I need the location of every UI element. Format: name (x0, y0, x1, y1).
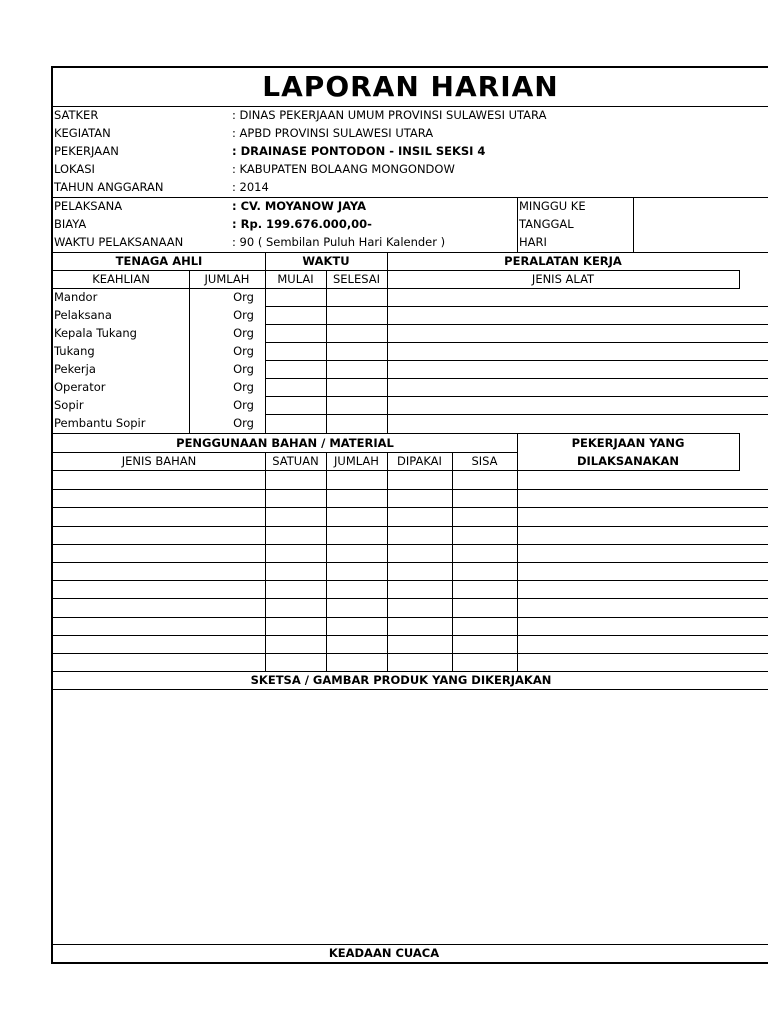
info-label-kegiatan: KEGIATAN (54, 126, 111, 140)
mulai-header: MULAI (277, 272, 314, 286)
labor-unit: Org (233, 362, 254, 376)
labor-role: Tukang (54, 344, 95, 358)
labor-unit: Org (233, 398, 254, 412)
peralatan-kerja-header: PERALATAN KERJA (504, 254, 622, 268)
contract-label-biaya: BIAYA (54, 217, 87, 231)
info-value-tahun: : 2014 (232, 180, 269, 194)
jenis-bahan-header: JENIS BAHAN (121, 454, 197, 468)
info-value-kegiatan: : APBD PROVINSI SULAWESI UTARA (232, 126, 434, 140)
labor-role: Pelaksana (54, 308, 112, 322)
contract-label-waktu: WAKTU PELAKSANAAN (54, 235, 184, 249)
labor-role: Kepala Tukang (54, 326, 137, 340)
labor-unit: Org (233, 326, 254, 340)
tanggal-label: TANGGAL (519, 217, 574, 231)
info-label-lokasi: LOKASI (54, 162, 95, 176)
sketsa-header: SKETSA / GAMBAR PRODUK YANG DIKERJAKAN (250, 673, 552, 687)
selesai-header: SELESAI (332, 272, 380, 286)
material-jumlah-header: JUMLAH (334, 454, 379, 468)
labor-role: Mandor (54, 290, 98, 304)
labor-unit: Org (233, 344, 254, 358)
keadaan-cuaca-header: KEADAAN CUACA (328, 946, 440, 960)
labor-unit: Org (233, 308, 254, 322)
tenaga-ahli-header: TENAGA AHLI (115, 254, 203, 268)
jumlah-header: JUMLAH (204, 272, 250, 286)
info-label-pekerjaan: PEKERJAAN (54, 144, 119, 158)
labor-unit: Org (233, 290, 254, 304)
labor-role: Sopir (54, 398, 84, 412)
hari-label: HARI (519, 235, 547, 249)
jenis-alat-header: JENIS ALAT (531, 272, 595, 286)
contract-value-biaya: : Rp. 199.676.000,00- (232, 217, 372, 231)
labor-role: Operator (54, 380, 106, 394)
contract-value-pelaksana: : CV. MOYANOW JAYA (232, 199, 367, 213)
dipakai-header: DIPAKAI (397, 454, 442, 468)
info-value-satker: : DINAS PEKERJAAN UMUM PROVINSI SULAWESI UTARA (232, 108, 547, 122)
labor-unit: Org (233, 380, 254, 394)
keahlian-header: KEAHLIAN (92, 272, 150, 286)
minggu-ke-label: MINGGU KE (519, 199, 586, 213)
pekerjaan-header-line2: DILAKSANAKAN (576, 454, 680, 468)
info-value-pekerjaan: : DRAINASE PONTODON - INSIL SEKSI 4 (232, 144, 486, 158)
info-label-tahun: TAHUN ANGGARAN (54, 180, 164, 194)
labor-unit: Org (233, 416, 254, 430)
sisa-header: SISA (471, 454, 498, 468)
pekerjaan-header-line1: PEKERJAAN YANG (571, 436, 685, 450)
report-title: LAPORAN HARIAN (262, 70, 559, 103)
info-value-lokasi: : KABUPATEN BOLAANG MONGONDOW (232, 162, 455, 176)
contract-label-pelaksana: PELAKSANA (54, 199, 123, 213)
labor-role: Pekerja (54, 362, 96, 376)
info-label-satker: SATKER (54, 108, 99, 122)
satuan-header: SATUAN (272, 454, 319, 468)
bahan-header: PENGGUNAAN BAHAN / MATERIAL (176, 436, 394, 450)
contract-value-waktu: : 90 ( Sembilan Puluh Hari Kalender ) (232, 235, 446, 249)
labor-role: Pembantu Sopir (54, 416, 146, 430)
waktu-header: WAKTU (302, 254, 350, 268)
